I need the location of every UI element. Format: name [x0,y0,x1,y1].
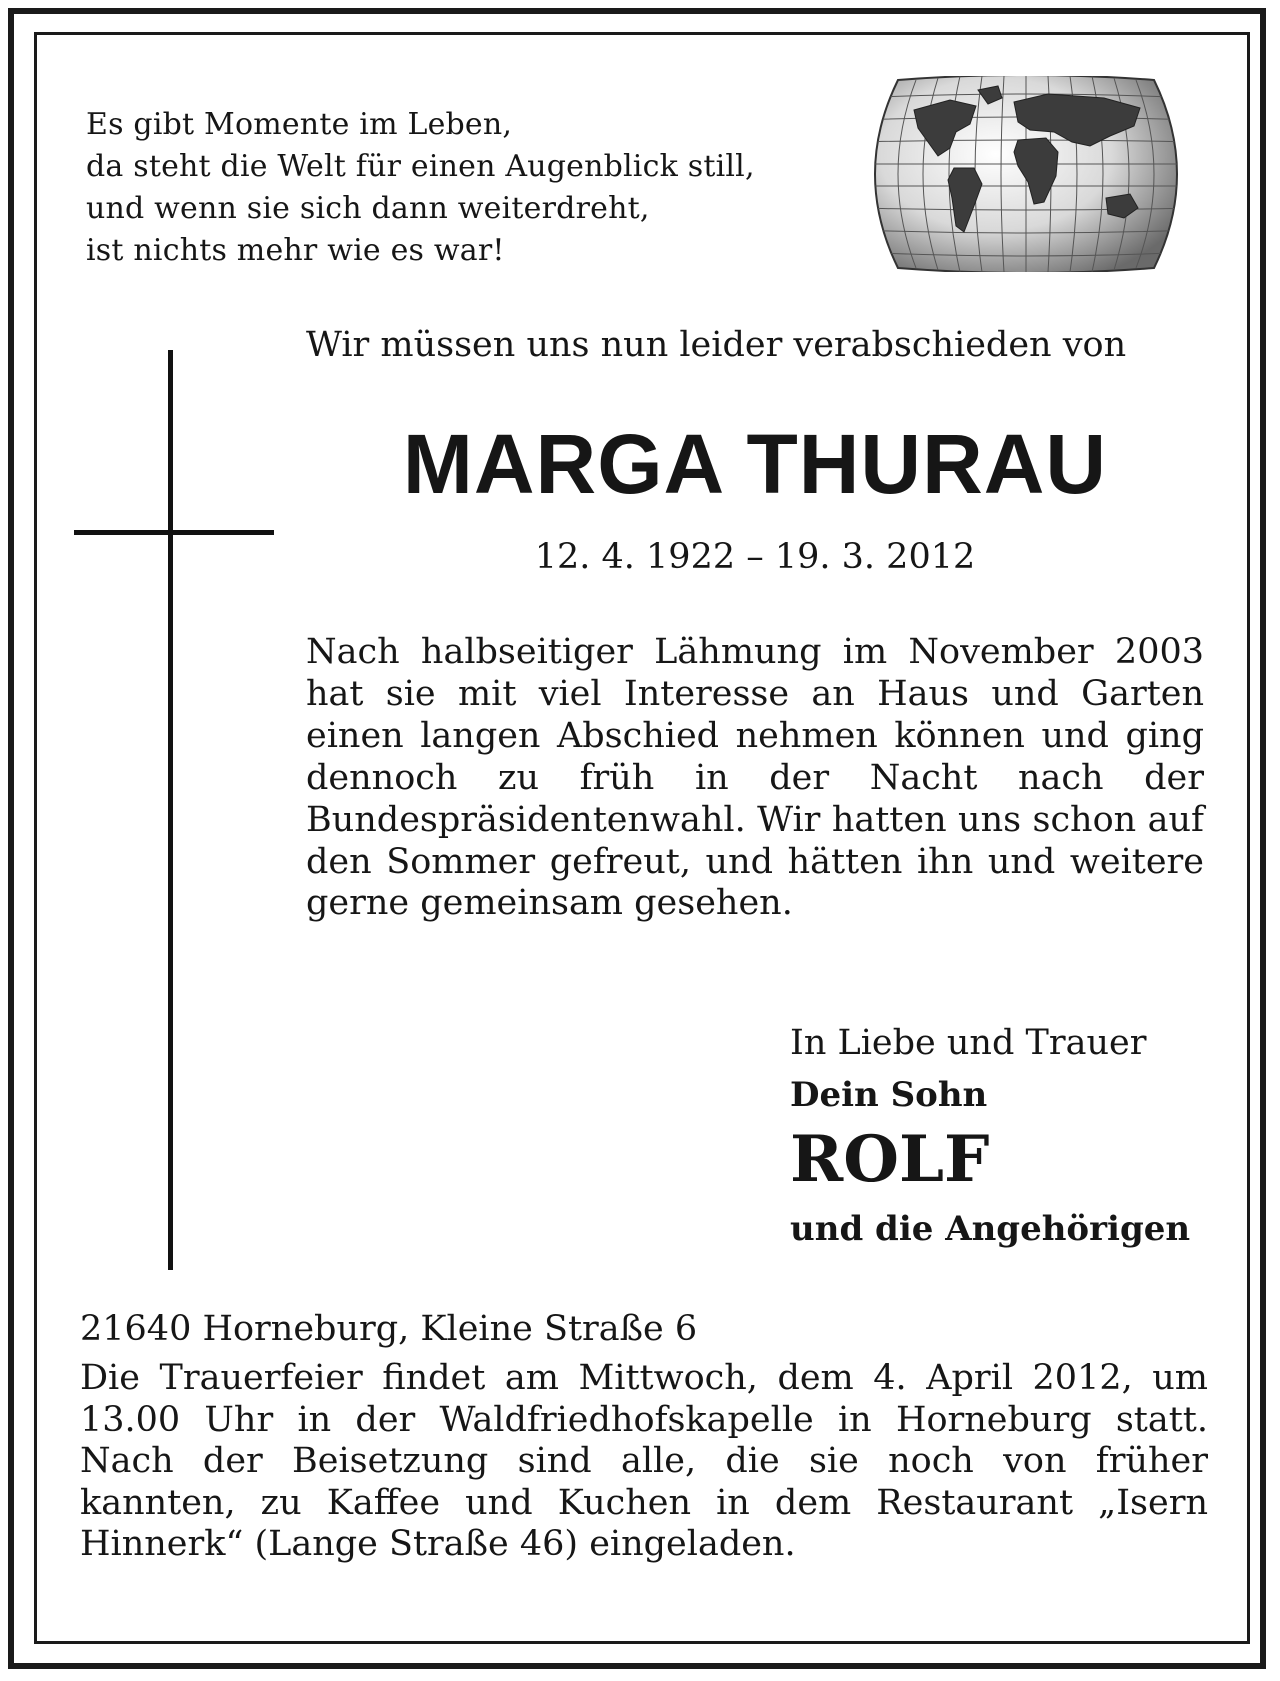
signature-relation: Dein Sohn [790,1075,988,1115]
life-dates: 12. 4. 1922 – 19. 3. 2012 [534,537,976,577]
poem [86,104,886,272]
world-globe-icon [858,76,1194,272]
cross-vertical-bar [168,350,173,1270]
intro-line: Wir müssen uns nun leider verabschieden von [306,325,1127,365]
signature-block [790,1018,1210,1254]
deceased-name: MARGA THURAU [402,417,1108,511]
poem-line: und wenn sie sich dann weiterdreht, [86,191,650,226]
signature-greeting: In Liebe und Trauer [790,1023,1147,1063]
address: 21640 Horneburg, Kleine Straße 6 [80,1309,698,1349]
cross-icon [74,350,274,1270]
obituary-text: Nach halbseitiger Lähmung im November 2003 hat sie mit viel Interesse an Haus und Garten einen langen Abschied nehmen können und ging dennoch zu früh in der Nacht nach der Bundespräsidentenwahl. Wir hatten uns schon auf den Sommer gefreut, und hätten ihn und weitere gerne gemeinsam gesehen. [306,632,1204,924]
signature-relatives: und die Angehörigen [790,1209,1191,1249]
cross-horizontal-bar [74,530,274,535]
funeral-details: Die Trauerfeier findet am Mittwoch, dem 4. April 2012, um 13.00 Uhr in der Waldfriedhofskapelle in Horneburg statt. Nach der Beisetzung sind alle, die sie noch von früher kannten, zu Kaffee und Kuchen in dem Restaurant „Isern Hinnerk“ (Lange Straße 46) eingeladen. [80,1358,1208,1564]
poem-line: Es gibt Momente im Leben, [86,107,513,142]
signature-name: ROLF [790,1122,990,1197]
poem-line: da steht die Welt für einen Augenblick still, [86,149,755,184]
poem-line: ist nichts mehr wie es war! [86,233,505,268]
